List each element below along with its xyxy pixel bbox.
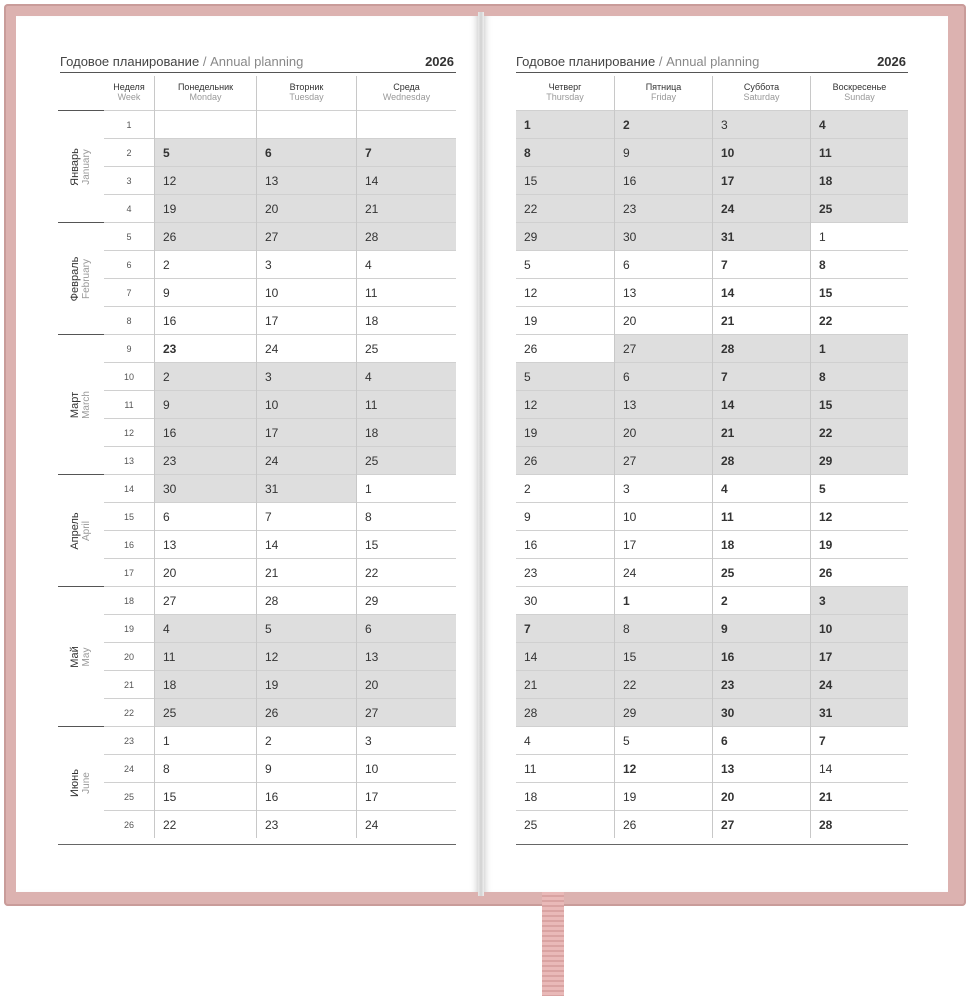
day-cell[interactable]: 24 <box>712 194 810 222</box>
month-label-block <box>58 474 104 586</box>
column-header <box>256 76 356 110</box>
day-cell[interactable]: 3 <box>810 586 908 614</box>
day-cell[interactable]: 2 <box>516 474 614 502</box>
day-cell[interactable]: 28 <box>256 586 356 614</box>
week-number: 23 <box>104 726 154 754</box>
week-number: 13 <box>104 446 154 474</box>
day-cell[interactable]: 22 <box>810 418 908 446</box>
day-cell[interactable]: 2 <box>154 250 256 278</box>
month-label <box>69 256 93 301</box>
day-cell[interactable]: 24 <box>810 670 908 698</box>
day-cell[interactable]: 15 <box>810 278 908 306</box>
month-label <box>69 512 93 549</box>
day-cell[interactable]: 20 <box>154 558 256 586</box>
month-name-ru: Январь <box>69 147 81 186</box>
day-cell[interactable]: 7 <box>810 726 908 754</box>
day-cell[interactable]: 8 <box>516 138 614 166</box>
month-label-block <box>58 222 104 334</box>
day-cell[interactable]: 26 <box>154 222 256 250</box>
column-header <box>516 76 614 110</box>
day-cell[interactable]: 5 <box>810 474 908 502</box>
day-cell[interactable]: 7 <box>712 250 810 278</box>
day-cell[interactable]: 13 <box>356 642 456 670</box>
column-header-ru: Пятница <box>645 82 682 92</box>
day-cell[interactable]: 27 <box>356 698 456 726</box>
column-divider <box>154 110 155 838</box>
day-cell[interactable]: 17 <box>614 530 712 558</box>
day-cell[interactable]: 19 <box>810 530 908 558</box>
column-header-ru: Неделя <box>113 82 145 92</box>
header-year: 2026 <box>425 54 454 69</box>
day-cell[interactable]: 8 <box>614 614 712 642</box>
day-cell[interactable]: 25 <box>356 334 456 362</box>
day-cell[interactable]: 12 <box>256 642 356 670</box>
day-cell[interactable]: 21 <box>712 306 810 334</box>
day-cell[interactable]: 15 <box>614 642 712 670</box>
day-cell[interactable]: 1 <box>516 110 614 138</box>
header-title-ru: Годовое планирование <box>516 54 656 69</box>
column-header <box>614 76 712 110</box>
day-cell[interactable]: 15 <box>154 782 256 810</box>
column-header-ru: Воскресенье <box>832 82 887 92</box>
day-cell[interactable]: 26 <box>810 558 908 586</box>
right-page-header <box>516 54 908 73</box>
day-cell[interactable]: 23 <box>614 194 712 222</box>
day-cell[interactable]: 29 <box>516 222 614 250</box>
column-divider <box>712 110 713 838</box>
day-cell[interactable]: 23 <box>154 334 256 362</box>
header-title-en: Annual planning <box>666 54 760 69</box>
day-cell[interactable]: 26 <box>256 698 356 726</box>
day-cell[interactable]: 21 <box>810 782 908 810</box>
month-name-ru: Апрель <box>69 511 81 550</box>
day-cell[interactable]: 15 <box>516 166 614 194</box>
day-cell[interactable]: 1 <box>810 222 908 250</box>
day-cell[interactable]: 14 <box>256 530 356 558</box>
day-cell[interactable]: 11 <box>810 138 908 166</box>
week-number: 7 <box>104 278 154 306</box>
header-year: 2026 <box>877 54 906 69</box>
column-header-en: Thursday <box>546 92 584 102</box>
month-label <box>69 646 93 668</box>
day-cell[interactable]: 29 <box>356 586 456 614</box>
day-cell[interactable]: 27 <box>614 334 712 362</box>
day-cell[interactable]: 10 <box>256 390 356 418</box>
day-cell[interactable]: 16 <box>712 642 810 670</box>
day-cell[interactable]: 16 <box>516 530 614 558</box>
column-header-en: Tuesday <box>289 92 324 102</box>
column-header-en: Sunday <box>844 92 875 102</box>
column-header-ru: Четверг <box>548 82 582 92</box>
day-cell[interactable]: 11 <box>356 278 456 306</box>
day-cell[interactable]: 30 <box>712 698 810 726</box>
day-cell[interactable]: 3 <box>356 726 456 754</box>
day-cell[interactable]: 27 <box>712 810 810 838</box>
week-number: 1 <box>104 110 154 138</box>
day-cell[interactable]: 18 <box>810 166 908 194</box>
month-name-en: April <box>81 520 92 541</box>
day-cell[interactable]: 9 <box>256 754 356 782</box>
day-cell[interactable]: 22 <box>154 810 256 838</box>
column-header-ru: Среда <box>393 82 420 92</box>
day-cell[interactable]: 10 <box>810 614 908 642</box>
week-number: 14 <box>104 474 154 502</box>
day-cell[interactable]: 22 <box>810 306 908 334</box>
day-cell[interactable]: 11 <box>356 390 456 418</box>
day-cell[interactable]: 10 <box>356 754 456 782</box>
month-name-en: May <box>81 647 92 666</box>
day-cell[interactable]: 21 <box>712 418 810 446</box>
month-name-en: January <box>81 148 92 185</box>
day-cell[interactable]: 8 <box>356 502 456 530</box>
day-cell[interactable]: 28 <box>356 222 456 250</box>
day-cell[interactable]: 4 <box>154 614 256 642</box>
day-cell[interactable]: 12 <box>154 166 256 194</box>
day-cell[interactable]: 6 <box>614 250 712 278</box>
day-cell[interactable]: 26 <box>516 446 614 474</box>
day-cell[interactable]: 10 <box>712 138 810 166</box>
day-cell[interactable]: 25 <box>712 558 810 586</box>
day-cell[interactable]: 16 <box>614 166 712 194</box>
column-header-en: Week <box>117 92 141 102</box>
day-cell[interactable]: 18 <box>356 418 456 446</box>
month-name-en: February <box>81 258 92 299</box>
day-cell[interactable]: 27 <box>154 586 256 614</box>
week-number: 26 <box>104 810 154 838</box>
day-cell[interactable]: 17 <box>356 782 456 810</box>
day-cell[interactable]: 6 <box>154 502 256 530</box>
day-cell[interactable]: 6 <box>256 138 356 166</box>
column-header-en: Monday <box>189 92 222 102</box>
day-cell[interactable]: 8 <box>810 362 908 390</box>
month-name-en: June <box>81 771 92 794</box>
day-cell[interactable]: 18 <box>154 670 256 698</box>
month-name-ru: Февраль <box>69 256 81 301</box>
column-header <box>356 76 456 110</box>
day-cell[interactable]: 24 <box>614 558 712 586</box>
day-cell[interactable]: 7 <box>712 362 810 390</box>
column-divider <box>256 110 257 838</box>
month-label-block <box>58 110 104 222</box>
day-cell[interactable]: 26 <box>614 810 712 838</box>
day-cell[interactable]: 1 <box>810 334 908 362</box>
day-cell[interactable]: 3 <box>256 362 356 390</box>
column-header <box>104 76 154 110</box>
day-cell[interactable]: 11 <box>516 754 614 782</box>
month-label <box>69 391 93 419</box>
month-name-ru: Май <box>69 645 81 668</box>
column-header <box>712 76 810 110</box>
day-cell[interactable]: 25 <box>516 810 614 838</box>
day-cell[interactable]: 30 <box>154 474 256 502</box>
day-cell[interactable]: 27 <box>614 446 712 474</box>
day-cell[interactable]: 25 <box>154 698 256 726</box>
day-cell[interactable]: 3 <box>256 250 356 278</box>
day-cell[interactable]: 9 <box>712 614 810 642</box>
day-cell[interactable]: 1 <box>356 474 456 502</box>
day-cell[interactable]: 20 <box>614 418 712 446</box>
month-name-ru: Март <box>69 391 81 418</box>
day-cell[interactable]: 17 <box>256 418 356 446</box>
day-cell[interactable]: 8 <box>154 754 256 782</box>
day-cell[interactable]: 28 <box>712 446 810 474</box>
day-cell[interactable]: 10 <box>614 502 712 530</box>
day-cell[interactable]: 23 <box>256 810 356 838</box>
column-header <box>154 76 256 110</box>
week-number: 17 <box>104 558 154 586</box>
week-number: 10 <box>104 362 154 390</box>
day-cell[interactable]: 31 <box>712 222 810 250</box>
day-cell[interactable]: 31 <box>810 698 908 726</box>
column-header-en: Friday <box>650 92 676 102</box>
day-cell[interactable]: 17 <box>810 642 908 670</box>
day-cell[interactable]: 30 <box>614 222 712 250</box>
month-label-block <box>58 726 104 838</box>
day-cell[interactable]: 11 <box>712 502 810 530</box>
day-cell[interactable]: 25 <box>356 446 456 474</box>
day-cell[interactable]: 12 <box>516 278 614 306</box>
day-cell[interactable]: 27 <box>256 222 356 250</box>
day-cell[interactable]: 4 <box>810 110 908 138</box>
column-header-ru: Суббота <box>743 82 780 92</box>
day-cell[interactable]: 9 <box>154 278 256 306</box>
day-cell[interactable]: 4 <box>356 362 456 390</box>
day-cell[interactable]: 14 <box>356 166 456 194</box>
week-number: 19 <box>104 614 154 642</box>
week-number: 3 <box>104 166 154 194</box>
day-cell[interactable]: 2 <box>154 362 256 390</box>
day-cell[interactable]: 18 <box>712 530 810 558</box>
day-cell[interactable]: 19 <box>614 782 712 810</box>
day-cell[interactable]: 9 <box>516 502 614 530</box>
day-cell[interactable]: 12 <box>516 390 614 418</box>
day-cell[interactable]: 1 <box>154 726 256 754</box>
day-cell[interactable]: 18 <box>516 782 614 810</box>
day-cell[interactable]: 3 <box>712 110 810 138</box>
day-cell[interactable]: 28 <box>516 698 614 726</box>
day-cell[interactable]: 13 <box>154 530 256 558</box>
day-cell[interactable]: 16 <box>256 782 356 810</box>
day-cell[interactable]: 18 <box>356 306 456 334</box>
day-cell[interactable]: 16 <box>154 306 256 334</box>
week-number: 2 <box>104 138 154 166</box>
column-divider <box>810 110 811 838</box>
day-cell[interactable]: 14 <box>810 754 908 782</box>
day-cell[interactable]: 1 <box>614 586 712 614</box>
day-cell[interactable] <box>256 110 356 138</box>
day-cell[interactable]: 6 <box>712 726 810 754</box>
day-cell[interactable]: 13 <box>256 166 356 194</box>
day-cell[interactable]: 4 <box>712 474 810 502</box>
month-label-block <box>58 586 104 726</box>
day-cell[interactable]: 19 <box>256 670 356 698</box>
day-cell[interactable]: 13 <box>614 390 712 418</box>
day-cell[interactable]: 13 <box>712 754 810 782</box>
day-cell[interactable]: 14 <box>516 642 614 670</box>
week-number: 21 <box>104 670 154 698</box>
day-cell[interactable]: 3 <box>614 474 712 502</box>
day-cell[interactable]: 31 <box>256 474 356 502</box>
day-cell[interactable]: 4 <box>356 250 456 278</box>
day-cell[interactable]: 7 <box>516 614 614 642</box>
bookmark-ribbon <box>542 892 564 996</box>
column-header-ru: Понедельник <box>177 82 234 92</box>
day-cell[interactable]: 17 <box>256 306 356 334</box>
week-number: 12 <box>104 418 154 446</box>
week-number: 22 <box>104 698 154 726</box>
right-planning-grid <box>516 76 908 845</box>
day-cell[interactable]: 23 <box>712 670 810 698</box>
day-cell[interactable]: 22 <box>356 558 456 586</box>
day-cell[interactable]: 6 <box>614 362 712 390</box>
day-cell[interactable]: 8 <box>810 250 908 278</box>
day-cell[interactable]: 28 <box>810 810 908 838</box>
week-number: 11 <box>104 390 154 418</box>
day-cell[interactable]: 23 <box>154 446 256 474</box>
day-cell[interactable]: 2 <box>614 110 712 138</box>
day-cell[interactable]: 24 <box>356 810 456 838</box>
day-cell[interactable]: 9 <box>154 390 256 418</box>
day-cell[interactable]: 28 <box>712 334 810 362</box>
left-planning-grid <box>58 76 456 845</box>
day-cell[interactable]: 5 <box>154 138 256 166</box>
week-number: 25 <box>104 782 154 810</box>
day-cell[interactable]: 7 <box>356 138 456 166</box>
day-cell[interactable]: 9 <box>614 138 712 166</box>
week-number: 24 <box>104 754 154 782</box>
month-label <box>69 148 93 186</box>
day-cell[interactable]: 5 <box>516 250 614 278</box>
day-cell[interactable]: 20 <box>356 670 456 698</box>
day-cell[interactable]: 14 <box>712 278 810 306</box>
day-cell[interactable]: 2 <box>256 726 356 754</box>
day-cell[interactable]: 14 <box>712 390 810 418</box>
day-cell[interactable]: 5 <box>256 614 356 642</box>
left-page-header <box>60 54 456 73</box>
day-cell[interactable]: 22 <box>516 194 614 222</box>
week-number: 4 <box>104 194 154 222</box>
column-header-ru: Вторник <box>289 82 324 92</box>
day-cell[interactable]: 20 <box>614 306 712 334</box>
month-label-block <box>58 334 104 474</box>
day-cell[interactable]: 17 <box>712 166 810 194</box>
week-number: 8 <box>104 306 154 334</box>
day-cell[interactable]: 5 <box>614 726 712 754</box>
day-cell[interactable]: 25 <box>810 194 908 222</box>
day-cell[interactable]: 21 <box>356 194 456 222</box>
day-cell[interactable]: 23 <box>516 558 614 586</box>
day-cell[interactable]: 15 <box>810 390 908 418</box>
week-number: 15 <box>104 502 154 530</box>
day-cell[interactable]: 26 <box>516 334 614 362</box>
day-cell[interactable]: 19 <box>154 194 256 222</box>
week-number: 20 <box>104 642 154 670</box>
day-cell[interactable]: 5 <box>516 362 614 390</box>
header-title-separator: / <box>658 54 663 69</box>
day-cell[interactable]: 20 <box>712 782 810 810</box>
column-header-en: Wednesday <box>382 92 431 102</box>
header-title-separator: / <box>202 54 207 69</box>
day-cell[interactable]: 15 <box>356 530 456 558</box>
day-cell[interactable]: 10 <box>256 278 356 306</box>
week-number: 6 <box>104 250 154 278</box>
day-cell[interactable]: 7 <box>256 502 356 530</box>
week-number: 18 <box>104 586 154 614</box>
day-cell[interactable]: 4 <box>516 726 614 754</box>
month-name-en: March <box>81 390 92 419</box>
day-cell[interactable]: 24 <box>256 334 356 362</box>
month-label <box>69 769 93 797</box>
column-header-en: Saturday <box>743 92 780 102</box>
column-divider <box>614 110 615 838</box>
day-cell[interactable]: 30 <box>516 586 614 614</box>
day-cell[interactable]: 11 <box>154 642 256 670</box>
day-cell[interactable] <box>154 110 256 138</box>
header-title-en: Annual planning <box>210 54 304 69</box>
day-cell[interactable]: 21 <box>256 558 356 586</box>
day-cell[interactable]: 19 <box>516 306 614 334</box>
column-divider <box>356 110 357 838</box>
day-cell[interactable]: 24 <box>256 446 356 474</box>
month-name-ru: Июнь <box>69 768 81 797</box>
day-cell[interactable]: 29 <box>614 698 712 726</box>
header-title-ru: Годовое планирование <box>60 54 200 69</box>
day-cell[interactable]: 20 <box>256 194 356 222</box>
week-number: 16 <box>104 530 154 558</box>
week-number: 5 <box>104 222 154 250</box>
day-cell[interactable]: 13 <box>614 278 712 306</box>
day-cell[interactable] <box>356 110 456 138</box>
day-cell[interactable]: 19 <box>516 418 614 446</box>
day-cell[interactable]: 21 <box>516 670 614 698</box>
day-cell[interactable]: 29 <box>810 446 908 474</box>
day-cell[interactable]: 22 <box>614 670 712 698</box>
week-number: 9 <box>104 334 154 362</box>
day-cell[interactable]: 12 <box>810 502 908 530</box>
day-cell[interactable]: 2 <box>712 586 810 614</box>
day-cell[interactable]: 16 <box>154 418 256 446</box>
column-header <box>810 76 908 110</box>
day-cell[interactable]: 6 <box>356 614 456 642</box>
day-cell[interactable]: 12 <box>614 754 712 782</box>
